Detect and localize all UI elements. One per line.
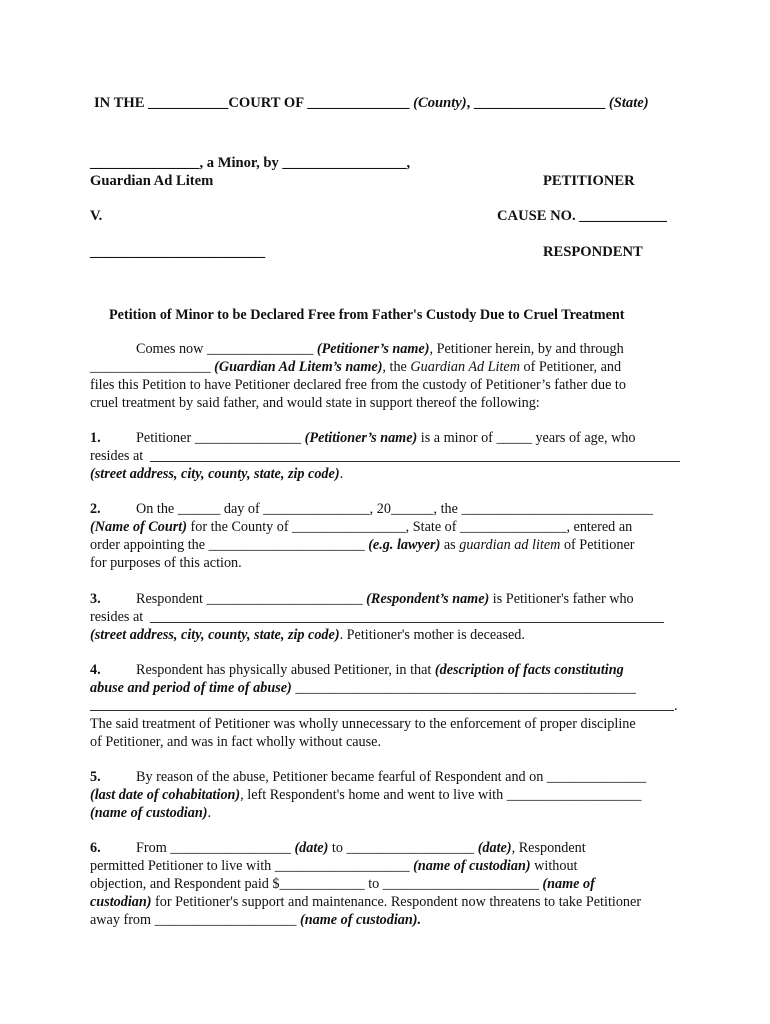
address-blank-line (150, 622, 664, 623)
paragraph-5-number: 5. (90, 769, 101, 785)
paragraph-5-line-1: By reason of the abuse, Petitioner became fearful of Respondent and on ______________ (136, 769, 647, 785)
paragraph-5-line-3: (name of custodian). (90, 805, 211, 821)
paragraph-6-number: 6. (90, 840, 101, 856)
paragraph-3-line-1: Respondent ______________________ (Respondent’s name) is Petitioner's father who (136, 591, 634, 607)
description-blank-line (90, 710, 674, 711)
minor-line: _______________, a Minor, by _________________, (90, 155, 411, 171)
paragraph-2-line-4: for purposes of this action. (90, 555, 242, 571)
paragraph-1-line-3: (street address, city, county, state, zip code). (90, 466, 344, 482)
respondent-label: RESPONDENT (543, 244, 643, 260)
versus-label: V. (90, 208, 103, 224)
paragraph-3-number: 3. (90, 591, 101, 607)
paragraph-3-line-3: (street address, city, county, state, zip code). Petitioner's mother is deceased. (90, 627, 525, 643)
paragraph-6-line-1: From _________________ (date) to __________________ (date), Respondent (136, 840, 586, 856)
paragraph-1-number: 1. (90, 430, 101, 446)
paragraph-4-number: 4. (90, 662, 101, 678)
paragraph-6-line-2: permitted Petitioner to live with ___________________ (name of custodian) without (90, 858, 578, 874)
paragraph-1-line-2: resides at (90, 448, 144, 464)
paragraph-6-line-3: objection, and Respondent paid $____________ to ______________________ (name of (90, 876, 595, 892)
paragraph-4-line-5: of Petitioner, and was in fact wholly without cause. (90, 734, 381, 750)
respondent-name-blank: ________________________ (90, 244, 266, 260)
paragraph-5-line-2: (last date of cohabitation), left Respondent's home and went to live with ___________________ (90, 787, 642, 803)
paragraph-4-line-2: abuse and period of time of abuse) ________________________________________________ (90, 680, 636, 696)
court-line: IN THE ___________COURT OF ______________ (County), __________________ (State) (94, 95, 649, 111)
paragraph-1-line-1: Petitioner _______________ (Petitioner’s name) is a minor of _____ years of age, who (136, 430, 636, 446)
paragraph-2-line-2: (Name of Court) for the County of ________________, State of _______________, entered an (90, 519, 633, 535)
paragraph-2-line-1: On the ______ day of _______________, 20______, the ___________________________ (136, 501, 654, 517)
intro-line-2: _________________ (Guardian Ad Litem’s name), the Guardian Ad Litem of Petitioner, and (90, 359, 622, 375)
paragraph-2-line-3: order appointing the ______________________ (e.g. lawyer) as guardian ad litem of Petitioner (90, 537, 635, 553)
intro-line-4: cruel treatment by said father, and would state in support thereof the following: (90, 395, 540, 411)
paragraph-4-line-3-end: . (674, 698, 678, 714)
paragraph-6-line-5: away from ____________________ (name of custodian). (90, 912, 422, 928)
paragraph-4-line-4: The said treatment of Petitioner was wholly unnecessary to the enforcement of proper discipline (90, 716, 636, 732)
paragraph-6-line-4: custodian) for Petitioner's support and maintenance. Respondent now threatens to take Petitioner (90, 894, 642, 910)
intro-line-3: files this Petition to have Petitioner declared free from the custody of Petitioner’s father due to (90, 377, 626, 393)
document-title: Petition of Minor to be Declared Free from Father's Custody Due to Cruel Treatment (109, 307, 625, 323)
address-blank-line (150, 461, 680, 462)
guardian-label: Guardian Ad Litem (90, 173, 214, 189)
paragraph-3-line-2: resides at (90, 609, 144, 625)
intro-line-1: Comes now _______________ (Petitioner’s name), Petitioner herein, by and through (136, 341, 624, 357)
paragraph-2-number: 2. (90, 501, 101, 517)
paragraph-4-line-1: Respondent has physically abused Petitioner, in that (description of facts constituting (136, 662, 624, 678)
cause-number: CAUSE NO. ____________ (497, 208, 667, 224)
petitioner-label: PETITIONER (543, 173, 635, 189)
